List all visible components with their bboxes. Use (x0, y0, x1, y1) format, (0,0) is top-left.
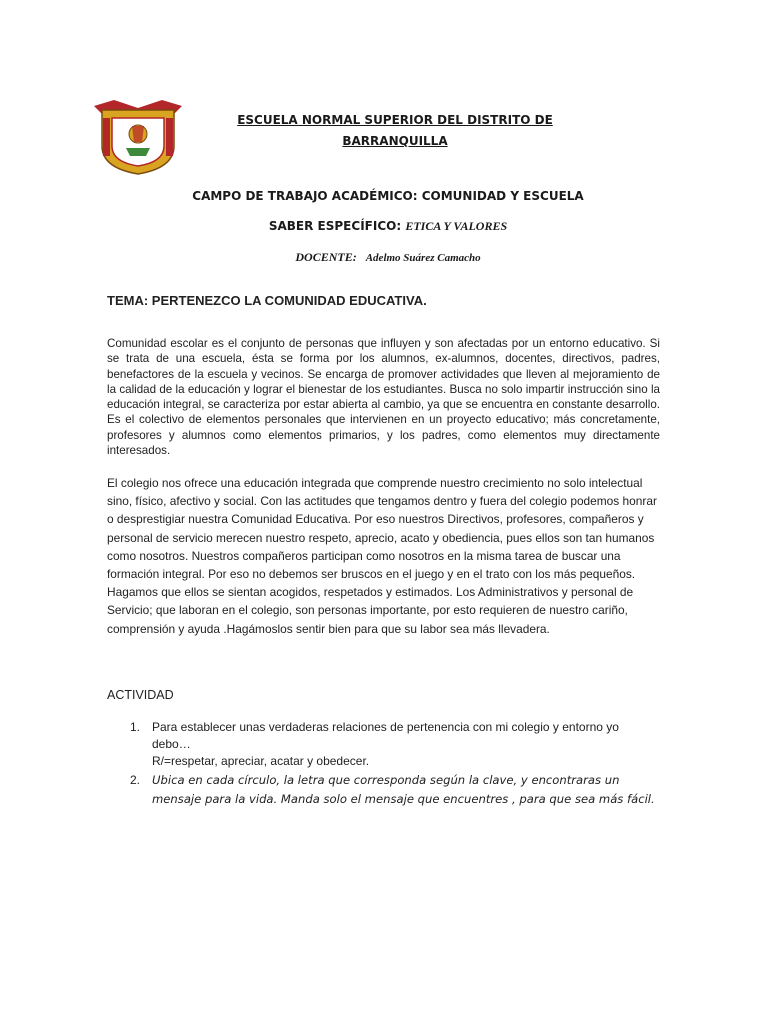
paragraph-colegio: El colegio nos ofrece una educación integrada que comprende nuestro crecimiento no solo intelectual sino, físico, afectivo y social. Con las actitudes que tengamos dentro y fuera del colegio podemos honrar o desprestigiar nuestra Comunidad Educativa. Por eso nuestros Directivos, profesores, compañeros y personal de servicio merecen nuestro respeto, aprecio, acato y obediencia, pues ellos son tan humanos como nosotros. Nuestros compañeros participan como nosotros en la misma tarea de buscar una formación integral. Por eso no debemos ser bruscos en el juego y en el trato con los más pequeños. Hagamos que ellos se sientan acogidos, respetados y estimados. Los Administrativos y personal de Servicio; que laboran en el colegio, son personas importante, por esto requieren de nuestro cariño, comprensión y ayuda .Hagámoslos sentir bien para que su labor sea más llevadera. (107, 476, 657, 636)
item-question: Para establecer unas verdaderas relaciones de pertenencia con mi colegio y entorno yo debo… (152, 720, 619, 751)
tema-heading: TEMA: PERTENEZCO LA COMUNIDAD EDUCATIVA. (107, 293, 427, 308)
institution-name-line1: ESCUELA NORMAL SUPERIOR DEL DISTRITO DE (237, 113, 553, 127)
school-crest-logo (92, 96, 184, 176)
saber-value: ETICA Y VALORES (405, 219, 508, 233)
institution-name-line2: BARRANQUILLA (342, 134, 448, 148)
item-text (152, 719, 657, 770)
docente-name: Adelmo Suárez Camacho (365, 252, 481, 264)
item-number: 1. (130, 720, 141, 734)
docente-label: DOCENTE: (295, 250, 357, 264)
saber-heading (100, 219, 676, 234)
actividad-heading: ACTIVIDAD (107, 688, 174, 702)
paragraph-comunidad-escolar: Comunidad escolar es el conjunto de personas que influyen y son afectadas por un entorno educativo. Si se trata de una escuela, ésta se forma por los alumnos, ex-alumnos, docentes, directivos, padres, benefactores de la escuela y vecinos. Se encarga de promover actividades que lleven al mejoramiento de la calidad de la educación y lograr el bienestar de los estudiantes. Busca no solo impartir instrucción sino la educación integral, se caracteriza por estar abierta al cambio, ya que se encuentra en constante desarrollo. Es el colectivo de elementos personales que intervienen en un proyecto educativo; más concretamente, profesores y alumnos como elementos primarios, y los padres, como elementos muy directamente interesados. (107, 337, 660, 458)
item-answer: R/=respetar, apreciar, acatar y obedecer. (152, 754, 370, 768)
item-number: 2. (130, 773, 141, 787)
saber-label: SABER ESPECÍFICO: (268, 219, 402, 233)
item-text: Ubica en cada círculo, la letra que corresponda según la clave, y encontraras un mensaje para la vida. Manda solo el mensaje que encuentres , para que sea más fácil. (152, 773, 655, 806)
docente-heading (100, 250, 676, 265)
campo-heading: CAMPO DE TRABAJO ACADÉMICO: COMUNIDAD Y ESCUELA (192, 189, 584, 203)
